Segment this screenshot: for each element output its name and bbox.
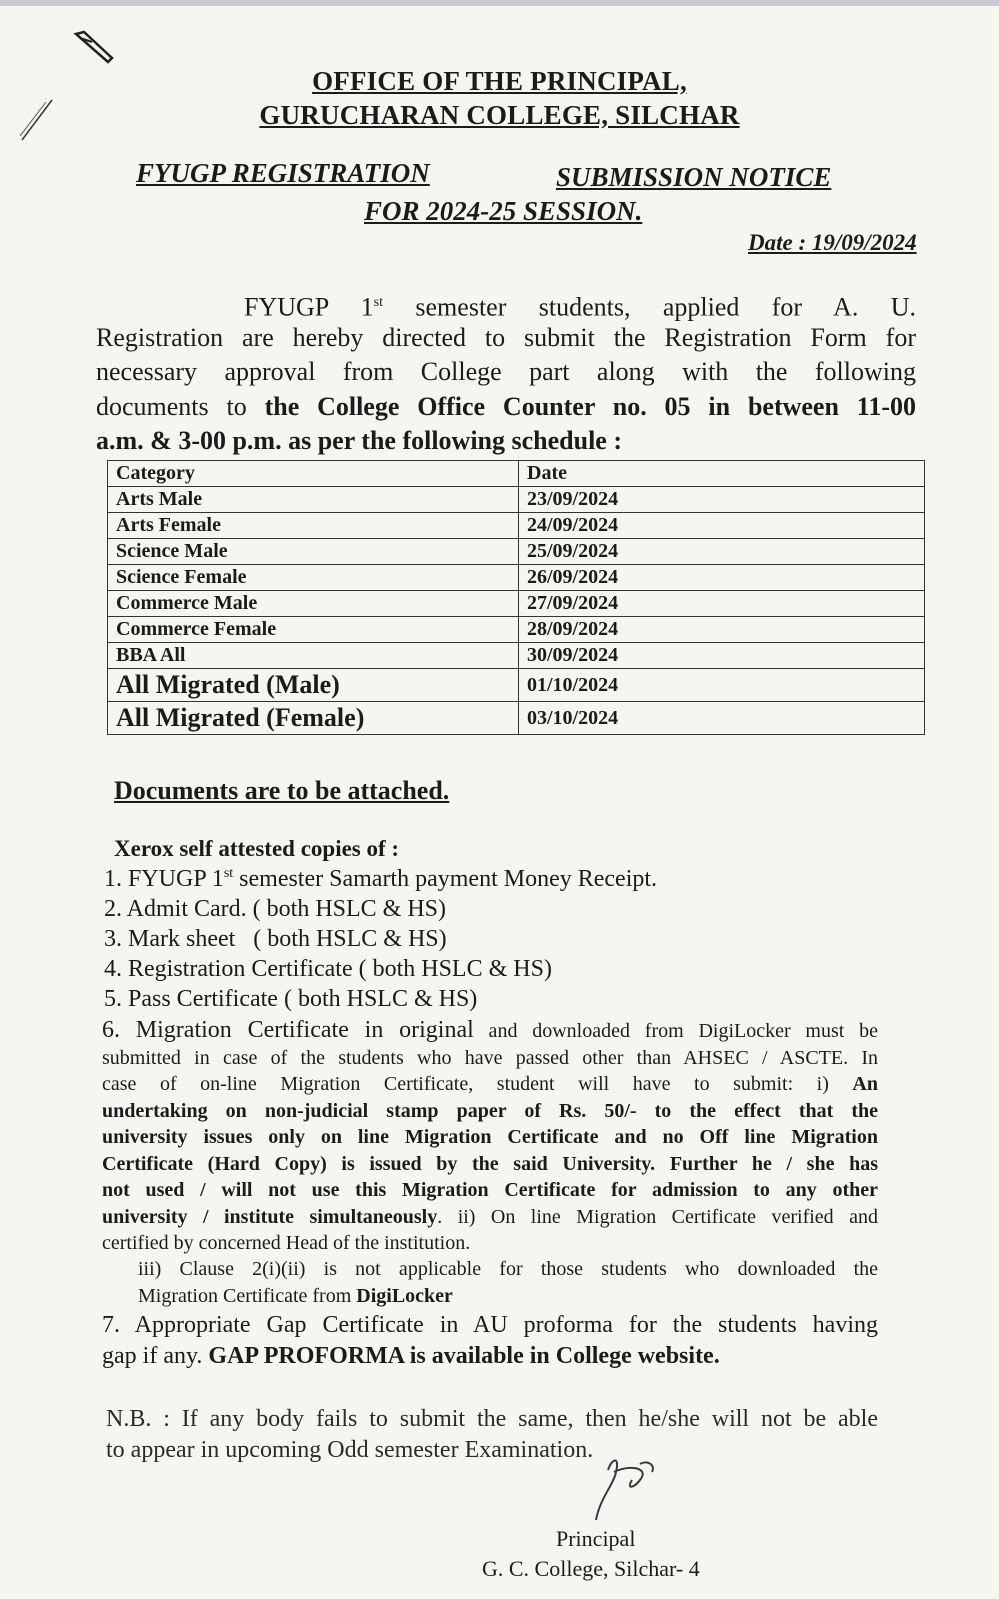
document-item-5: 5. Pass Certificate ( both HSLC & HS) [104,986,478,1012]
document-item-6 [102,1017,878,1257]
date-cell: 26/09/2024 [519,565,925,591]
intro-paragraph [96,286,916,459]
item7-line-1: 7. Appropriate Gap Certificate in AU proforma for the students having [102,1312,878,1338]
category-cell: Arts Male [108,487,519,513]
table-row [108,643,925,669]
intro-line-5: a.m. & 3-00 p.m. as per the following schedule : [96,426,623,455]
notice-session: FOR 2024-25 SESSION. [364,196,643,226]
date-cell: 01/10/2024 [519,669,925,702]
category-cell: All Migrated (Male) [108,669,519,702]
category-cell: Science Male [108,539,519,565]
table-row [108,539,925,565]
schedule-table [107,460,925,735]
item6-line-1: 6. Migration Certificate in original and downloaded from DigiLocker must be [102,1017,879,1043]
category-cell: BBA All [108,643,519,669]
category-cell: Commerce Female [108,617,519,643]
item6-line-9: certified by concerned Head of the institution. [102,1232,471,1254]
intro-line-4: documents to the College Office Counter no. 05 in between 11-00 [96,391,916,421]
intro-line-2: Registration are hereby directed to submit the Registration Form for [96,322,916,352]
table-row [108,702,925,735]
table-header-date: Date [519,461,925,487]
scan-edge [0,0,999,6]
table-row [108,617,925,643]
item6-line-6: Certificate (Hard Copy) is issued by the said University. Further he / she has [102,1152,878,1175]
category-cell: Science Female [108,565,519,591]
item6-line-4: undertaking on non-judicial stamp paper of Rs. 50/- to the effect that the [102,1099,878,1122]
office-heading: OFFICE OF THE PRINCIPAL, [312,66,687,96]
item6-line-8: university / institute simultaneously. ii) On line Migration Certificate verified and [102,1205,879,1228]
signature-icon [590,1450,700,1530]
table-row [108,669,925,702]
clause-iii-line-2: Migration Certificate from DigiLocker [138,1284,453,1307]
signatory-title: Principal [556,1526,636,1551]
notice-title-right: SUBMISSION NOTICE [556,162,832,192]
document-item-3: 3. Mark sheet ( both HSLC & HS) [104,926,447,952]
item6-line-3: case of on-line Migration Certificate, student will have to submit: i) An [102,1073,878,1095]
date-cell: 25/09/2024 [519,539,925,565]
intro-line-3: necessary approval from College part along with the following [96,357,916,386]
college-heading: GURUCHARAN COLLEGE, SILCHAR [259,100,740,130]
table-header-row [108,461,925,487]
document-item-4: 4. Registration Certificate ( both HSLC & HS) [104,956,552,982]
nb-note [106,1404,878,1466]
pen-mark-icon [72,28,118,66]
table-row [108,591,925,617]
item6-clause-iii [138,1256,878,1309]
item7-line-2: gap if any. GAP PROFORMA is available in College website. [102,1343,720,1369]
nb-line-1: N.B. : If any body fails to submit the same, then he/she will not be able [106,1406,878,1432]
date-cell: 24/09/2024 [519,513,925,539]
date-cell: 28/09/2024 [519,617,925,643]
table-row [108,513,925,539]
item6-line-5: university issues only on line Migration Certificate and no Off line Migration [102,1126,878,1148]
nb-line-2: to appear in upcoming Odd semester Examination. [106,1437,594,1463]
date-cell: 27/09/2024 [519,591,925,617]
intro-line-1: FYUGP 1st semester students, applied for A. U. [244,292,916,322]
documents-heading: Documents are to be attached. [114,776,450,805]
date-cell: 30/09/2024 [519,643,925,669]
category-cell: Commerce Male [108,591,519,617]
document-item-1: 1. FYUGP 1st semester Samarth payment Money Receipt. [104,866,658,892]
signatory-college: G. C. College, Silchar- 4 [482,1556,700,1581]
notice-title-left: FYUGP REGISTRATION [136,158,430,188]
item6-line-2: submitted in case of the students who have passed other than AHSEC / ASCTE. In [102,1046,878,1069]
item6-line-7: not used / will not use this Migration Certificate for admission to any other [102,1179,878,1201]
table-row [108,487,925,513]
category-cell: All Migrated (Female) [108,702,519,735]
notice-date: Date : 19/09/2024 [748,230,917,255]
document-item-2: 2. Admit Card. ( both HSLC & HS) [104,896,447,922]
document-item-7 [102,1310,878,1372]
xerox-label: Xerox self attested copies of : [114,836,400,861]
table-header-category: Category [108,461,519,487]
table-row [108,565,925,591]
category-cell: Arts Female [108,513,519,539]
date-cell: 23/09/2024 [519,487,925,513]
clause-iii-line-1: iii) Clause 2(i)(ii) is not applicable for those students who downloaded the [138,1258,878,1280]
date-cell: 03/10/2024 [519,702,925,735]
